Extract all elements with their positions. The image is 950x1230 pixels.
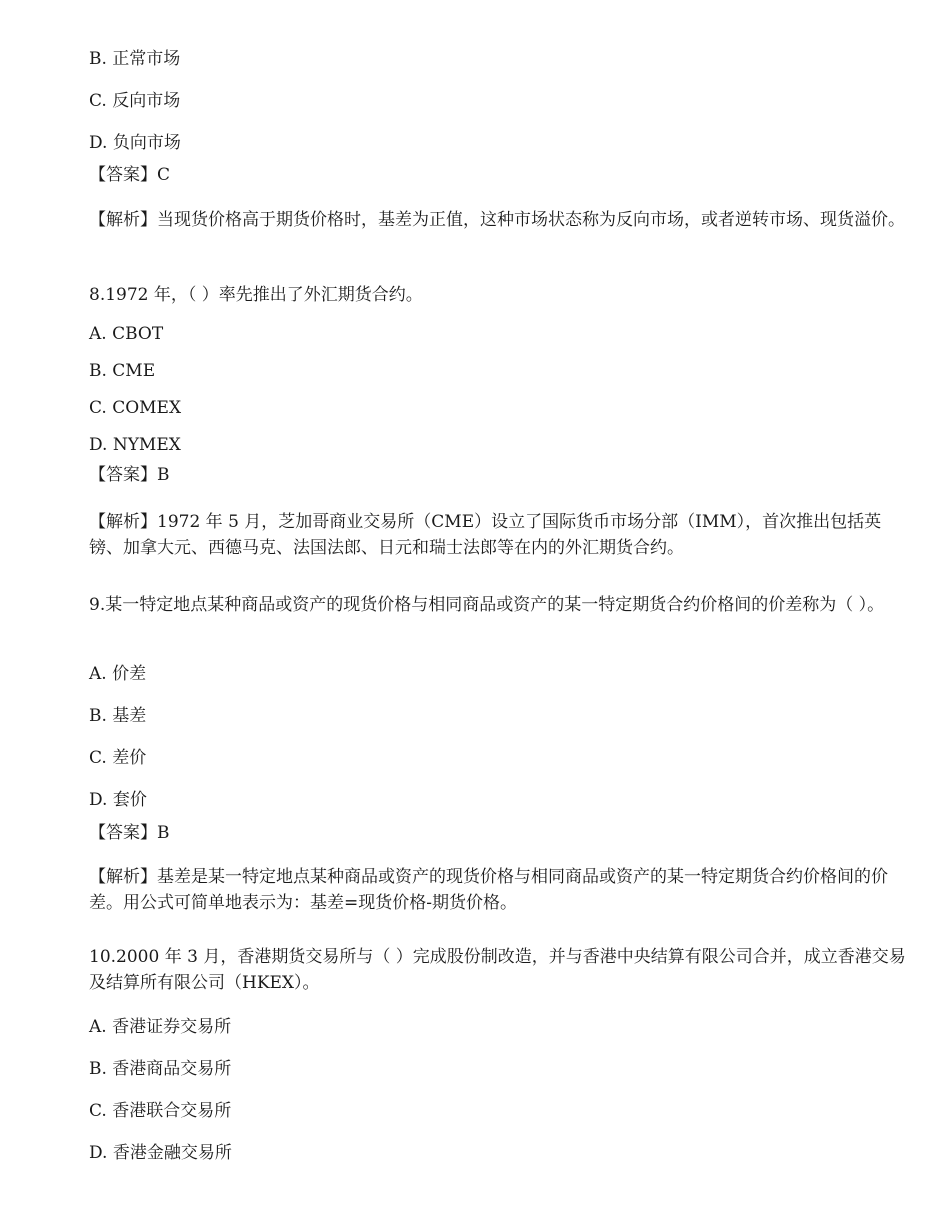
q9-analysis: 【解析】基差是某一特定地点某种商品或资产的现货价格与相同商品或资产的某一特定期货合约价格间的价差。用公式可简单地表示为：基差=现货价格-期货价格。 — [89, 867, 888, 913]
q8-option-c: C. COMEX — [89, 398, 182, 418]
q8-analysis: 【解析】1972 年 5 月，芝加哥商业交易所（CME）设立了国际货币市场分部（IMM），首次推出包括英镑、加拿大元、西德马克、法国法郎、日元和瑞士法郎等在内的外汇期货合约。 — [89, 512, 882, 558]
q9-option-d: D. 套价 — [89, 790, 147, 810]
q8-option-a: A. CBOT — [89, 324, 164, 344]
q10-question: 10.2000 年 3 月，香港期货交易所与（ ）完成股份制改造，并与香港中央结算有限公司合并，成立香港交易及结算所有限公司（HKEX）。 — [89, 947, 906, 993]
q7-answer: 【答案】C — [89, 165, 171, 185]
q10-option-c: C. 香港联合交易所 — [89, 1101, 232, 1121]
q8-option-d: D. NYMEX — [89, 435, 181, 455]
q7-option-d: D. 负向市场 — [89, 133, 181, 153]
q10-option-b: B. 香港商品交易所 — [89, 1059, 232, 1079]
q9-answer: 【答案】B — [89, 823, 170, 843]
q9-question: 9.某一特定地点某种商品或资产的现货价格与相同商品或资产的某一特定期货合约价格间的价差称为（ ）。 — [89, 595, 885, 615]
q9-option-a: A. 价差 — [89, 664, 147, 684]
q8-option-b: B. CME — [89, 361, 156, 381]
q9-option-b: B. 基差 — [89, 706, 147, 726]
q9-option-c: C. 差价 — [89, 748, 147, 768]
q7-option-b: B. 正常市场 — [89, 49, 181, 69]
q10-option-d: D. 香港金融交易所 — [89, 1143, 232, 1163]
q7-analysis: 【解析】当现货价格高于期货价格时，基差为正值，这种市场状态称为反向市场，或者逆转市场、现货溢价。 — [89, 210, 905, 230]
q8-answer: 【答案】B — [89, 465, 170, 485]
q7-option-c: C. 反向市场 — [89, 91, 181, 111]
q10-option-a: A. 香港证券交易所 — [89, 1017, 232, 1037]
q8-question: 8.1972 年，（ ）率先推出了外汇期货合约。 — [89, 285, 423, 305]
